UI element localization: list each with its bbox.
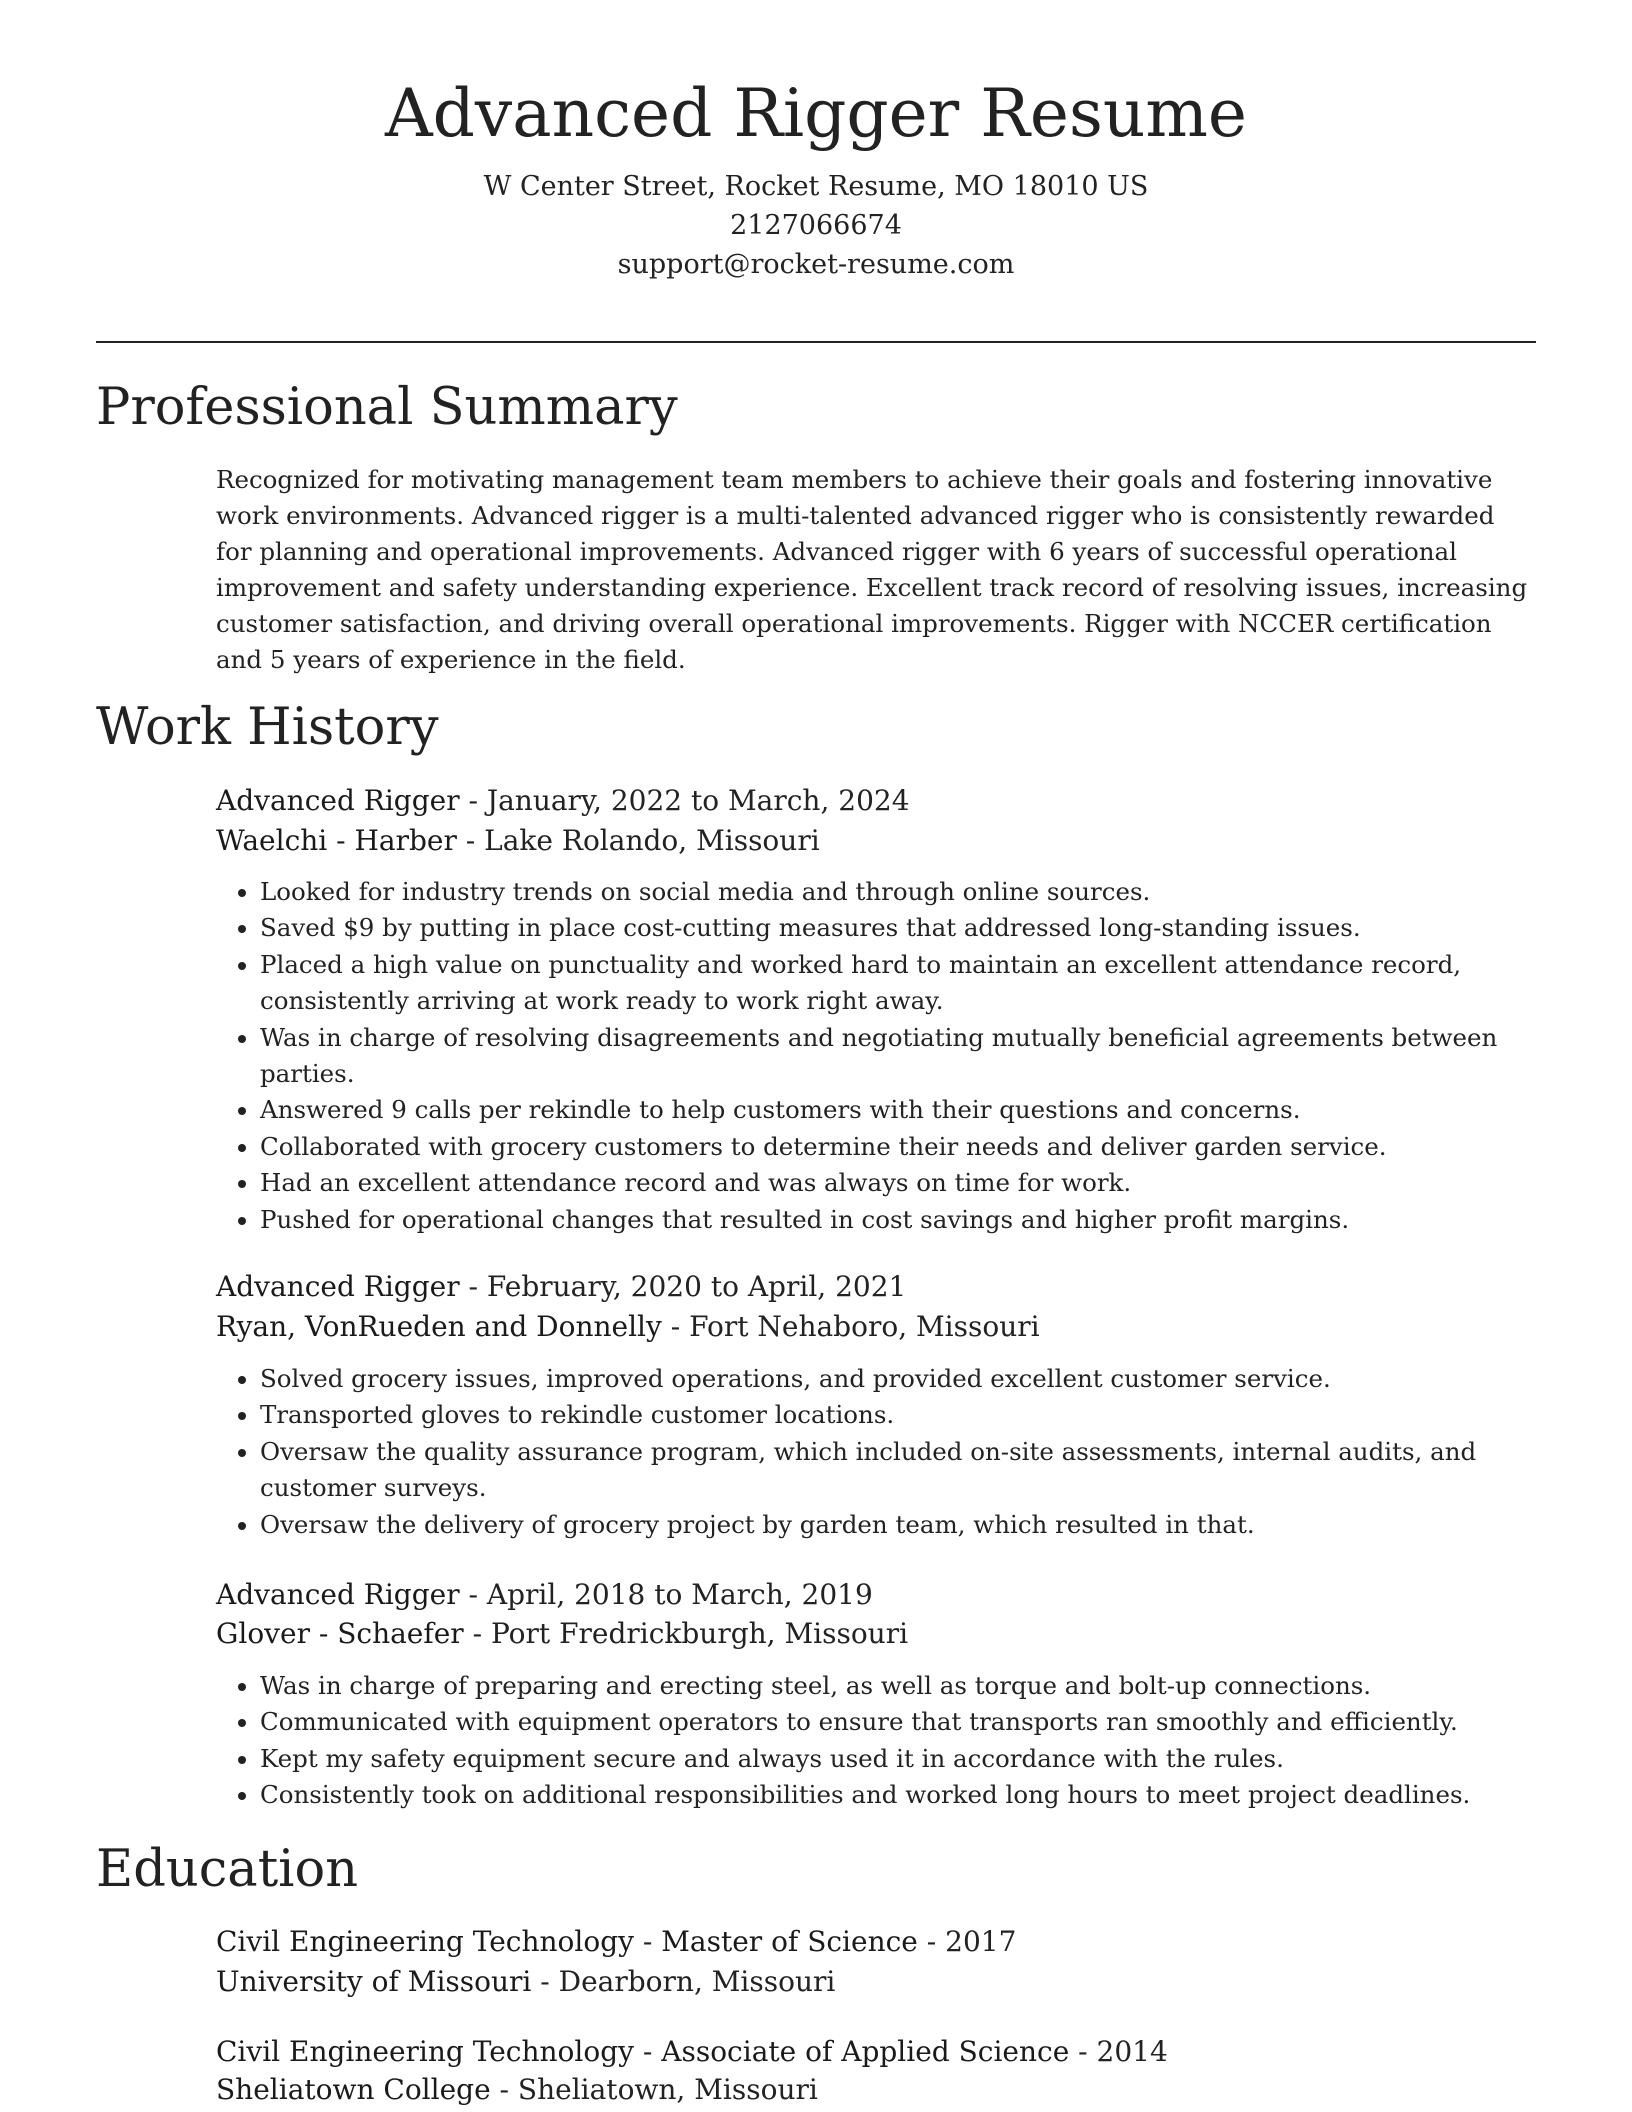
resume-name: Advanced Rigger Resume [385, 75, 1247, 152]
job-bullet-list [216, 874, 1590, 1238]
list-item: • Looked for industry trends on social media and through online sources. [260, 874, 1590, 910]
list-item: • Was in charge of resolving disagreements and negotiating mutually beneficial agreements between parties. [260, 1020, 1590, 1093]
list-item: • Answered 9 calls per rekindle to help customers with their questions and concerns. [260, 1092, 1590, 1128]
job-dates: January, 2022 to March, 2024 [486, 784, 910, 817]
list-item: • Was in charge of preparing and erecting steel, as well as torque and bolt-up connections. [260, 1668, 1590, 1704]
education-degree: Associate of Applied Science [661, 2035, 1070, 2068]
list-item: • Placed a high value on punctuality and worked hard to maintain an excellent attendance record, consistently arriving at work ready to work right away. [260, 947, 1590, 1020]
job-company-line: Waelchi - Harber - Lake Rolando, Missouri [216, 824, 820, 857]
job-company: Ryan, VonRueden and Donnelly [216, 1310, 662, 1343]
resume-header [0, 75, 1632, 284]
list-item: • Oversaw the delivery of grocery project by garden team, which resulted in that. [260, 1507, 1590, 1543]
contact-phone: 2127066674 [730, 209, 902, 241]
job-dates: April, 2018 to March, 2019 [486, 1578, 873, 1611]
job-title: Advanced Rigger [216, 1578, 460, 1611]
work-history-heading: Work History [96, 698, 439, 757]
job-title-line: Advanced Rigger - April, 2018 to March, 2019 [216, 1578, 873, 1611]
education-field: Civil Engineering Technology [216, 2035, 634, 2068]
list-item: • Transported gloves to rekindle customer locations. [260, 1397, 1590, 1433]
education-location: Sheliatown, Missouri [517, 2073, 818, 2106]
contact-block [0, 167, 1632, 284]
job-company-line: Ryan, VonRueden and Donnelly - Fort Nehaboro, Missouri [216, 1310, 1040, 1343]
education-school-line: Sheliatown College - Sheliatown, Missouri [216, 2073, 818, 2106]
job-company-line: Glover - Schaefer - Port Fredrickburgh, Missouri [216, 1617, 909, 1650]
education-location: Dearborn, Missouri [558, 1965, 836, 1998]
list-item: • Consistently took on additional responsibilities and worked long hours to meet project deadlines. [260, 1777, 1590, 1813]
job-title-line: Advanced Rigger - February, 2020 to April, 2021 [216, 1270, 907, 1303]
education-school: University of Missouri [216, 1965, 532, 1998]
education-year: 2014 [1096, 2035, 1168, 2068]
header-divider [96, 341, 1536, 343]
job-title: Advanced Rigger [216, 1270, 460, 1303]
job-location: Port Fredrickburgh, Missouri [490, 1617, 909, 1650]
job-title-line: Advanced Rigger - January, 2022 to March, 2024 [216, 784, 910, 817]
job-dates: February, 2020 to April, 2021 [486, 1270, 907, 1303]
list-item: • Kept my safety equipment secure and always used it in accordance with the rules. [260, 1741, 1590, 1777]
contact-address: W Center Street, Rocket Resume, MO 18010 US [483, 170, 1149, 202]
job-company: Waelchi - Harber [216, 824, 457, 857]
list-item: • Had an excellent attendance record and was always on time for work. [260, 1165, 1590, 1201]
summary-heading: Professional Summary [96, 378, 678, 437]
list-item: • Pushed for operational changes that resulted in cost savings and higher profit margins. [260, 1202, 1590, 1238]
education-degree-line: Civil Engineering Technology - Master of Science - 2017 [216, 1925, 1017, 1958]
contact-email: support@rocket-resume.com [617, 248, 1015, 280]
list-item: • Oversaw the quality assurance program, which included on-site assessments, internal audits, and customer surveys. [260, 1434, 1590, 1507]
job-location: Lake Rolando, Missouri [484, 824, 820, 857]
list-item: • Collaborated with grocery customers to determine their needs and deliver garden service. [260, 1129, 1590, 1165]
education-heading: Education [96, 1840, 359, 1899]
job-company: Glover - Schaefer [216, 1617, 464, 1650]
education-year: 2017 [945, 1925, 1017, 1958]
job-bullet-list [216, 1361, 1590, 1543]
education-degree: Master of Science [661, 1925, 918, 1958]
education-school-line: University of Missouri - Dearborn, Missouri [216, 1965, 836, 1998]
list-item: • Saved $9 by putting in place cost-cutting measures that addressed long-standing issues. [260, 910, 1590, 946]
list-item: • Communicated with equipment operators to ensure that transports ran smoothly and efficiently. [260, 1704, 1590, 1740]
education-school: Sheliatown College [216, 2073, 491, 2106]
list-item: • Solved grocery issues, improved operations, and provided excellent customer service. [260, 1361, 1590, 1397]
education-field: Civil Engineering Technology [216, 1925, 634, 1958]
job-title: Advanced Rigger [216, 784, 460, 817]
summary-text: Recognized for motivating management team members to achieve their goals and fostering innovative work environments. Advanced rigger is a multi-talented advanced rigger who is consistently rewarded for planning and operational improvements. Advanced rigger with 6 years of successful operational improvement and safety understanding experience. Excellent track record of resolving issues, increasing customer satisfaction, and driving overall operational improvements. Rigger with NCCER certification and 5 years of experience in the field. [216, 465, 1528, 674]
job-bullet-list [216, 1668, 1590, 1814]
education-degree-line: Civil Engineering Technology - Associate of Applied Science - 2014 [216, 2035, 1168, 2068]
job-location: Fort Nehaboro, Missouri [689, 1310, 1040, 1343]
